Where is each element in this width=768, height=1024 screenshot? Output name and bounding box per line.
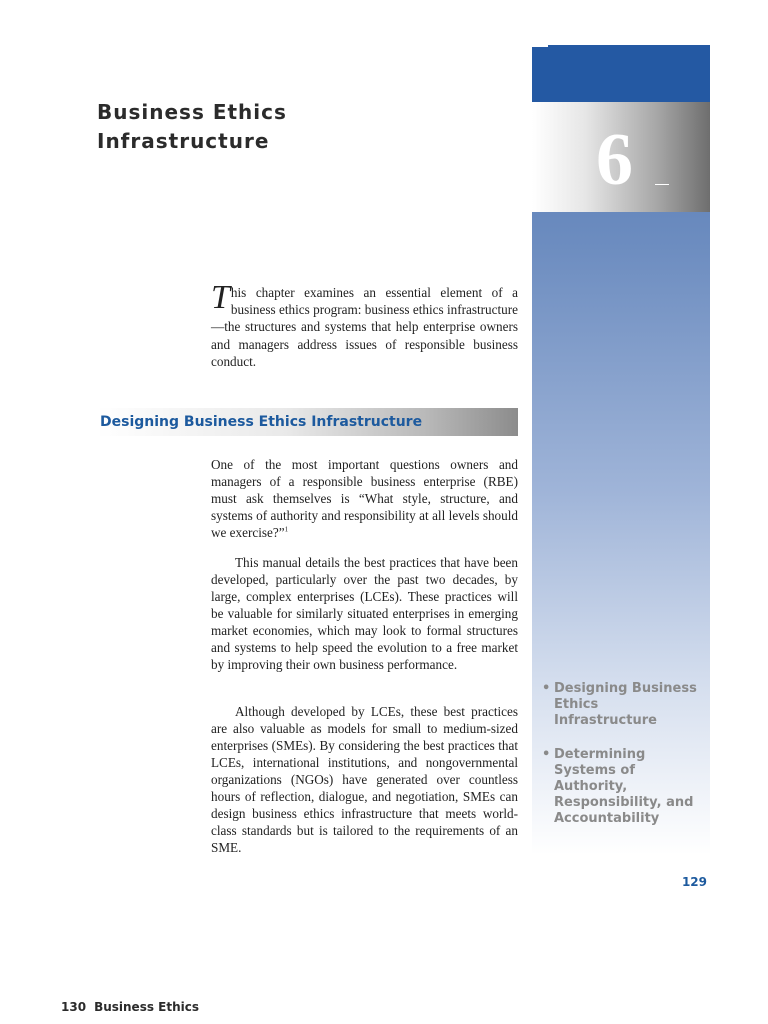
topic-item-determining <box>542 747 702 827</box>
footnote-ref: 1 <box>284 525 289 534</box>
topic-label: Determining Systems of Authority, Responsibility, and Accountability <box>554 747 694 826</box>
body-paragraph-2: This manual details the best practices that have been developed, particularly over the past two decades, by large, complex enterprises (LCEs). These practices will be valuable for similarly situated enterprises in emerging market economies, which may look to formal structures and systems to help speed the evolution to a free market by improving their own business performance. <box>211 555 518 672</box>
chapter-title <box>97 98 497 156</box>
topic-item-designing <box>542 681 702 729</box>
chapter-side-top-band <box>532 45 710 102</box>
chapter-number-dash <box>655 184 669 185</box>
intro-paragraph <box>211 279 518 370</box>
section-heading: Designing Business Ethics Infrastructure <box>100 414 423 430</box>
topic-bullet: • <box>542 747 551 762</box>
chapter-title-line-1: Business Ethics <box>97 100 287 124</box>
intro-text: his chapter examines an essential element of a business ethics program: business ethics infrastructure—the structures and systems that help enterprise owners and managers address issues of responsible business conduct. <box>211 285 518 369</box>
chapter-topic-list <box>542 681 702 845</box>
page-footer <box>61 999 361 1015</box>
footer-page-number: 130 <box>61 1000 87 1014</box>
page-number: 129 <box>681 875 707 889</box>
intro-drop-cap: T <box>211 279 230 316</box>
body-paragraph-1-text: One of the most important questions owners and managers of a responsible business enterprise (RBE) must ask themselves is “What style, structure, and systems of authority and responsibility at all levels should we exercise?” <box>211 457 518 540</box>
chapter-title-line-2: Infrastructure <box>97 129 270 153</box>
side-top-notch <box>532 45 548 47</box>
body-paragraph-3: Although developed by LCEs, these best practices are also valuable as models for small to medium-sized enterprises (SMEs). By considering the best practices that LCEs, international institutions, and nongovernmental organizations (NGOs) have generated over countless hours of reflection, dialogue, and negotiation, SMEs can design business ethics infrastructure that meets world-class standards but is tailored to the requirements of an SME. <box>211 704 518 855</box>
topic-bullet: • <box>542 681 551 696</box>
chapter-number: 6 <box>596 119 633 201</box>
topic-label: Designing Business Ethics Infrastructure <box>554 681 697 728</box>
body-paragraph-1 <box>211 456 518 541</box>
footer-book-title: Business Ethics <box>94 1000 199 1014</box>
